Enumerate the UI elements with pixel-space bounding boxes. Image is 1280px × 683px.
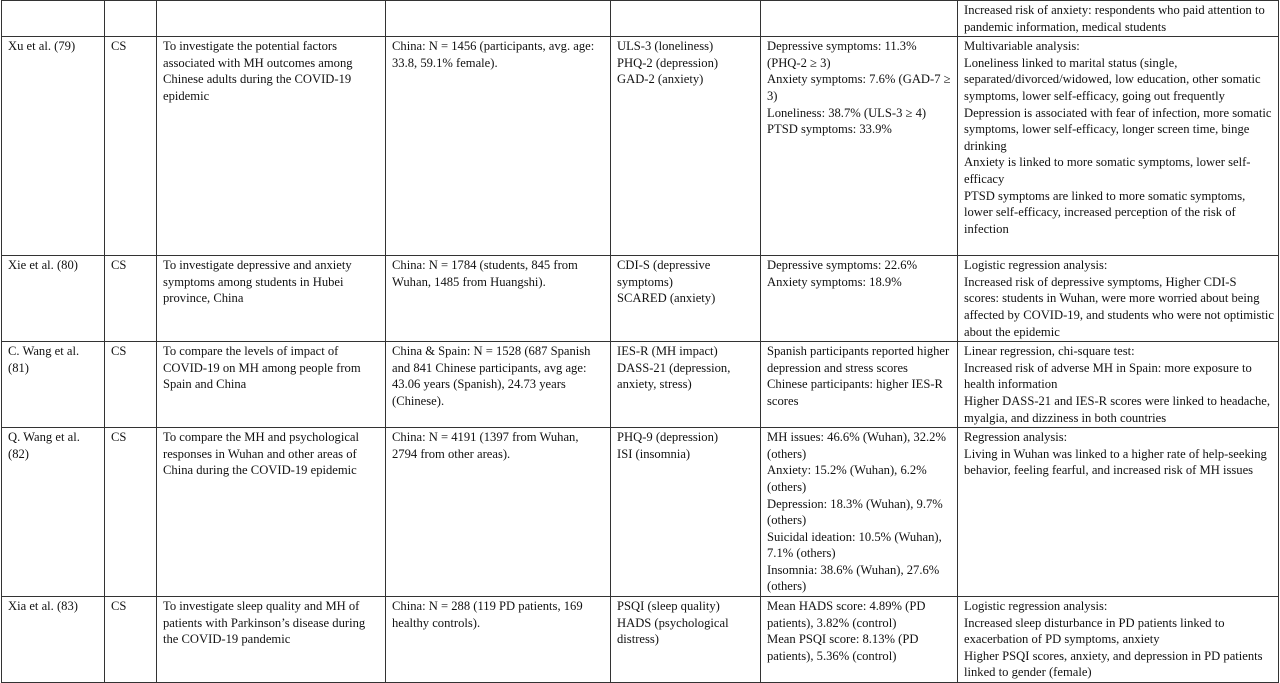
findings-cell bbox=[958, 37, 1279, 256]
sample-cell: China: N = 1456 (participants, avg. age: 33.8, 59.1% female). bbox=[386, 37, 611, 256]
prevalence-line: Anxiety: 15.2% (Wuhan), 6.2% (others) bbox=[767, 463, 927, 494]
sample-cell: China: N = 4191 (1397 from Wuhan, 2794 from other areas). bbox=[386, 428, 611, 597]
prevalence-line: Spanish participants reported higher depression and stress scores bbox=[767, 344, 950, 375]
table-row bbox=[2, 37, 1279, 256]
prevalence-cell bbox=[761, 1, 958, 37]
aim-cell: To compare the levels of impact of COVID-19 on MH among people from Spain and China bbox=[157, 342, 386, 428]
design-cell: CS bbox=[105, 428, 157, 597]
table-row bbox=[2, 1, 1279, 37]
findings-cell bbox=[958, 428, 1279, 597]
findings-line: Linear regression, chi-square test: bbox=[964, 344, 1135, 359]
measure-line: PHQ-9 (depression) bbox=[617, 430, 719, 445]
table-row bbox=[2, 428, 1279, 597]
findings-line: Increased risk of anxiety: respondents who paid attention to pandemic information, medical students bbox=[964, 3, 1265, 34]
study-cell: Q. Wang et al. (82) bbox=[2, 428, 105, 597]
design-cell: CS bbox=[105, 597, 157, 683]
measures-cell bbox=[611, 256, 761, 342]
measure-line: ULS-3 (loneliness) bbox=[617, 39, 714, 54]
measures-cell bbox=[611, 597, 761, 683]
prevalence-cell bbox=[761, 256, 958, 342]
design-cell: CS bbox=[105, 256, 157, 342]
findings-cell bbox=[958, 1, 1279, 37]
study-cell: C. Wang et al. (81) bbox=[2, 342, 105, 428]
measures-cell bbox=[611, 1, 761, 37]
prevalence-cell bbox=[761, 597, 958, 683]
measure-line: PHQ-2 (depression) bbox=[617, 55, 719, 70]
findings-line: Logistic regression analysis: bbox=[964, 258, 1108, 273]
prevalence-line: Mean HADS score: 4.89% (PD patients), 3.82% (control) bbox=[767, 599, 926, 630]
aim-cell: To compare the MH and psychological responses in Wuhan and other areas of China during the COVID-19 epidemic bbox=[157, 428, 386, 597]
table-row bbox=[2, 342, 1279, 428]
findings-line: Higher DASS-21 and IES-R scores were linked to headache, myalgia, and dizziness in both countries bbox=[964, 393, 1271, 425]
prevalence-line: Chinese participants: higher IES-R scores bbox=[767, 377, 943, 408]
studies-table bbox=[1, 0, 1279, 683]
table-row bbox=[2, 256, 1279, 342]
measures-cell bbox=[611, 428, 761, 597]
measures-cell bbox=[611, 37, 761, 256]
measure-line: CDI-S (depressive symptoms) bbox=[617, 258, 711, 289]
measures-cell bbox=[611, 342, 761, 428]
findings-line: Anxiety is linked to more somatic symptoms, lower self-efficacy bbox=[964, 155, 1251, 186]
table-row bbox=[2, 597, 1279, 683]
findings-line: Regression analysis: bbox=[964, 430, 1068, 445]
sample-cell bbox=[386, 1, 611, 37]
sample-cell: China & Spain: N = 1528 (687 Spanish and 841 Chinese participants, avg age: 43.06 years (Spanish), 24.73 years (Chinese). bbox=[386, 342, 611, 428]
findings-line: Multivariable analysis: bbox=[964, 39, 1080, 54]
findings-line: Increased risk of depressive symptoms, Higher CDI-S scores: students in Wuhan, were more worried about being affected by COVID-19, and students who were not optimistic about the epidemic bbox=[964, 274, 1274, 339]
aim-cell: To investigate the potential factors associated with MH outcomes among Chinese adults during the COVID-19 epidemic bbox=[157, 37, 386, 256]
findings-line: PTSD symptoms are linked to more somatic symptoms, lower self-efficacy, increased perception of the risk of infection bbox=[964, 188, 1246, 236]
aim-cell bbox=[157, 1, 386, 37]
prevalence-line: Depressive symptoms: 22.6% bbox=[767, 258, 918, 273]
measure-line: PSQI (sleep quality) bbox=[617, 599, 720, 614]
findings-line: Higher PSQI scores, anxiety, and depression in PD patients linked to gender (female) bbox=[964, 648, 1263, 680]
sample-cell: China: N = 1784 (students, 845 from Wuhan, 1485 from Huangshi). bbox=[386, 256, 611, 342]
design-cell: CS bbox=[105, 342, 157, 428]
studies-table-body bbox=[2, 1, 1279, 683]
sample-cell: China: N = 288 (119 PD patients, 169 healthy controls). bbox=[386, 597, 611, 683]
study-cell bbox=[2, 1, 105, 37]
findings-line: Loneliness linked to marital status (single, separated/divorced/widowed, low education, other somatic symptoms, lower self-efficacy, going out frequently bbox=[964, 55, 1261, 103]
study-cell: Xia et al. (83) bbox=[2, 597, 105, 683]
measure-line: DASS-21 (depression, anxiety, stress) bbox=[617, 360, 731, 392]
measure-line: IES-R (MH impact) bbox=[617, 344, 718, 359]
prevalence-line: Anxiety symptoms: 7.6% (GAD-7 ≥ 3) bbox=[767, 72, 951, 103]
study-cell: Xie et al. (80) bbox=[2, 256, 105, 342]
findings-line: Living in Wuhan was linked to a higher rate of help-seeking behavior, feeling fearful, and increased risk of MH issues bbox=[964, 446, 1267, 478]
study-cell: Xu et al. (79) bbox=[2, 37, 105, 256]
prevalence-cell bbox=[761, 37, 958, 256]
prevalence-line: Mean PSQI score: 8.13% (PD patients), 5.36% (control) bbox=[767, 632, 919, 663]
prevalence-line: PTSD symptoms: 33.9% bbox=[767, 122, 892, 137]
prevalence-line: Anxiety symptoms: 18.9% bbox=[767, 274, 902, 289]
prevalence-line: Suicidal ideation: 10.5% (Wuhan), 7.1% (others) bbox=[767, 529, 942, 561]
prevalence-line: Depressive symptoms: 11.3% (PHQ-2 ≥ 3) bbox=[767, 39, 917, 70]
measure-line: GAD-2 (anxiety) bbox=[617, 72, 704, 87]
findings-line: Depression is associated with fear of infection, more somatic symptoms, lower self-efficacy, longer screen time, binge drinking bbox=[964, 105, 1272, 153]
measure-line: ISI (insomnia) bbox=[617, 446, 691, 461]
findings-cell bbox=[958, 342, 1279, 428]
findings-cell bbox=[958, 256, 1279, 342]
aim-cell: To investigate depressive and anxiety symptoms among students in Hubei province, China bbox=[157, 256, 386, 342]
measure-line: SCARED (anxiety) bbox=[617, 291, 716, 306]
measure-line: HADS (psychological distress) bbox=[617, 615, 729, 647]
design-cell: CS bbox=[105, 37, 157, 256]
findings-line: Increased sleep disturbance in PD patients linked to exacerbation of PD symptoms, anxiety bbox=[964, 615, 1225, 647]
prevalence-cell bbox=[761, 428, 958, 597]
prevalence-line: Insomnia: 38.6% (Wuhan), 27.6% (others) bbox=[767, 562, 940, 594]
design-cell bbox=[105, 1, 157, 37]
prevalence-line: MH issues: 46.6% (Wuhan), 32.2% (others) bbox=[767, 430, 946, 461]
findings-line: Increased risk of adverse MH in Spain: more exposure to health information bbox=[964, 360, 1252, 392]
prevalence-cell bbox=[761, 342, 958, 428]
prevalence-line: Loneliness: 38.7% (ULS-3 ≥ 4) bbox=[767, 105, 927, 120]
aim-cell: To investigate sleep quality and MH of patients with Parkinson’s disease during the COVID-19 pandemic bbox=[157, 597, 386, 683]
prevalence-line: Depression: 18.3% (Wuhan), 9.7% (others) bbox=[767, 496, 943, 528]
findings-line: Logistic regression analysis: bbox=[964, 599, 1108, 614]
findings-cell bbox=[958, 597, 1279, 683]
